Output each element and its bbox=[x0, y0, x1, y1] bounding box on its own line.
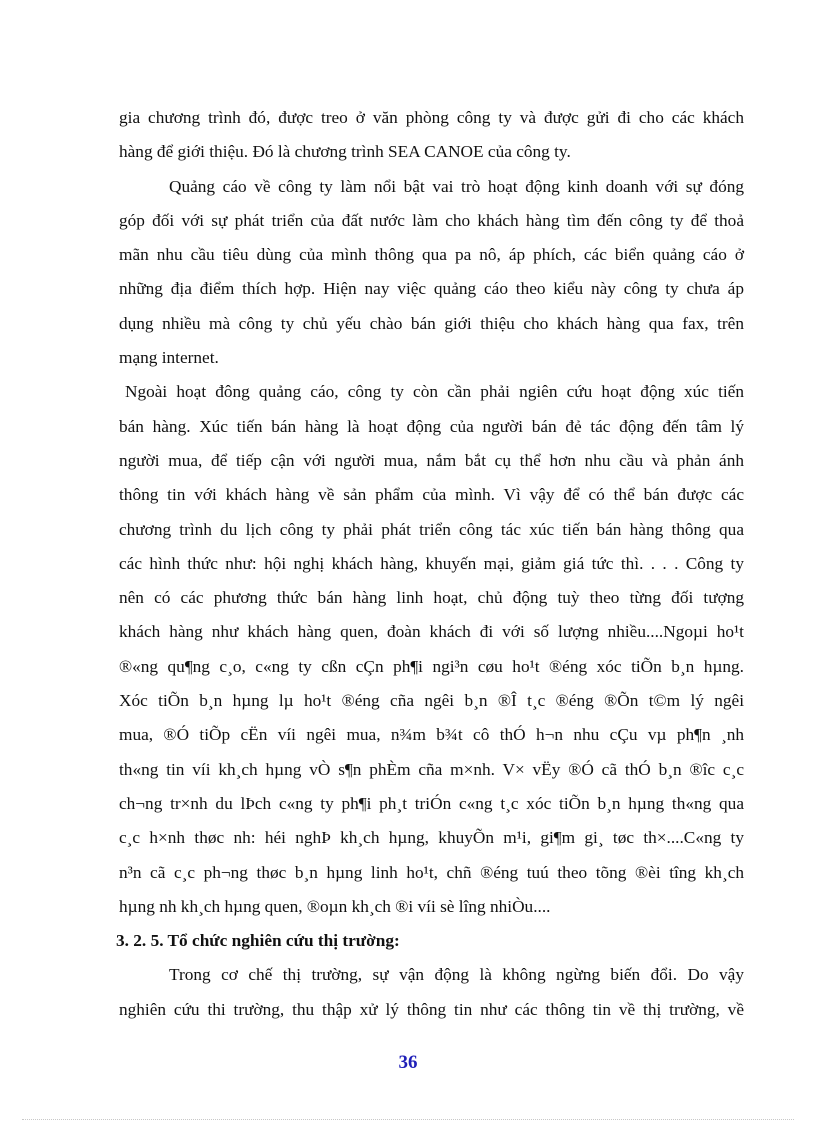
text-line: chương trình du lịch công ty phải phát triển công tác xúc tiến bán hàng thông qua bbox=[119, 519, 744, 539]
text-line: khách hàng như khách hàng quen, đoàn khách đi với số lượng nhiều....Ngoµi ho¹t bbox=[119, 622, 744, 642]
text-line: mạng internet. bbox=[119, 348, 219, 368]
text-line: Trong cơ chế thị trường, sự vận động là không ngừng biến đổi. Do vậy bbox=[169, 965, 744, 985]
section-heading: 3. 2. 5. Tổ chức nghiên cứu thị trường: bbox=[116, 931, 400, 951]
text-line: th«ng tin víi kh¸ch hµng vÒ s¶n phÈm cña m×nh. V× vËy ®Ó cã thÓ b¸n ®îc c¸c bbox=[119, 759, 744, 779]
text-line: c¸c h×nh thøc nh: héi nghÞ kh¸ch hµng, khuyÕn m¹i, gi¶m gi¸ tøc th×....C«ng ty bbox=[119, 828, 744, 848]
text-line: Quảng cáo về công ty làm nổi bật vai trò hoạt động kinh doanh với sự đóng bbox=[169, 176, 744, 196]
text-line: góp đối với sự phát triển của đất nước làm cho khách hàng tìm đến công ty để thoả bbox=[119, 210, 744, 230]
text-line: hàng để giới thiệu. Đó là chương trình SEA CANOE của công ty. bbox=[119, 142, 571, 162]
text-line: ch¬ng tr×nh du lÞch c«ng ty ph¶i ph¸t triÓn c«ng t¸c xóc tiÕn b¸n hµng th«ng qua bbox=[119, 793, 744, 813]
text-line: mua, ®Ó tiÕp cËn víi ngêi mua, n¾m b¾t cô thÓ h¬n nhu cÇu vµ ph¶n ¸nh bbox=[119, 725, 744, 745]
text-line: dụng nhiều mà công ty chủ yếu chào bán giới thiệu cho khách hàng qua fax, trên bbox=[119, 313, 744, 333]
text-line: mãn nhu cầu tiêu dùng của mình thông qua pa nô, áp phích, các biển quảng cáo ở bbox=[119, 245, 744, 265]
text-line: người mua, để tiếp cận với người mua, nắm bắt cụ thể hơn nhu cầu và phản ánh bbox=[119, 450, 744, 470]
text-line: n³n cã c¸c ph¬ng thøc b¸n hµng linh ho¹t, chñ ®éng tuú theo tõng ®èi tîng kh¸ch bbox=[119, 862, 744, 882]
document-body bbox=[116, 101, 744, 1027]
text-line: các hình thức như: hội nghị khách hàng, khuyến mại, giảm giá tức thì. . . . Công ty bbox=[119, 553, 744, 573]
footer-divider bbox=[22, 1119, 794, 1120]
text-line: những địa điểm thích hợp. Hiện nay việc quảng cáo theo kiểu này công ty chưa áp bbox=[119, 279, 744, 299]
text-line: thông tin với khách hàng về sản phẩm của mình. Vì vậy để có thể bán được các bbox=[119, 485, 744, 505]
text-line: bán hàng. Xúc tiến bán hàng là hoạt động của người bán đẻ tác động đến tâm lý bbox=[119, 416, 744, 436]
text-line: hµng nh kh¸ch hµng quen, ®oµn kh¸ch ®i víi sè lîng nhiÒu.... bbox=[119, 896, 551, 916]
text-line: ®«ng qu¶ng c¸o, c«ng ty cßn cÇn ph¶i ngi³n cøu ho¹t ®éng xóc tiÕn b¸n hµng. bbox=[119, 656, 744, 676]
text-line: nghiên cứu thi trường, thu thập xử lý thông tin như các thông tin về thị trường, về bbox=[119, 999, 744, 1019]
text-line: Xóc tiÕn b¸n hµng lµ ho¹t ®éng cña ngêi b¸n ®Î t¸c ®éng ®Õn t©m lý ngêi bbox=[119, 691, 744, 711]
text-line: gia chương trình đó, được treo ở văn phòng công ty và được gửi đi cho các khách bbox=[119, 108, 744, 127]
page-number: 36 bbox=[398, 1052, 418, 1073]
text-line: nên có các phương thức bán hàng linh hoạt, chủ động tuỳ theo từng đối tượng bbox=[119, 588, 744, 608]
text-line: Ngoài hoạt đông quảng cáo, công ty còn cần phải ngiên cứu hoạt động xúc tiến bbox=[125, 382, 744, 402]
